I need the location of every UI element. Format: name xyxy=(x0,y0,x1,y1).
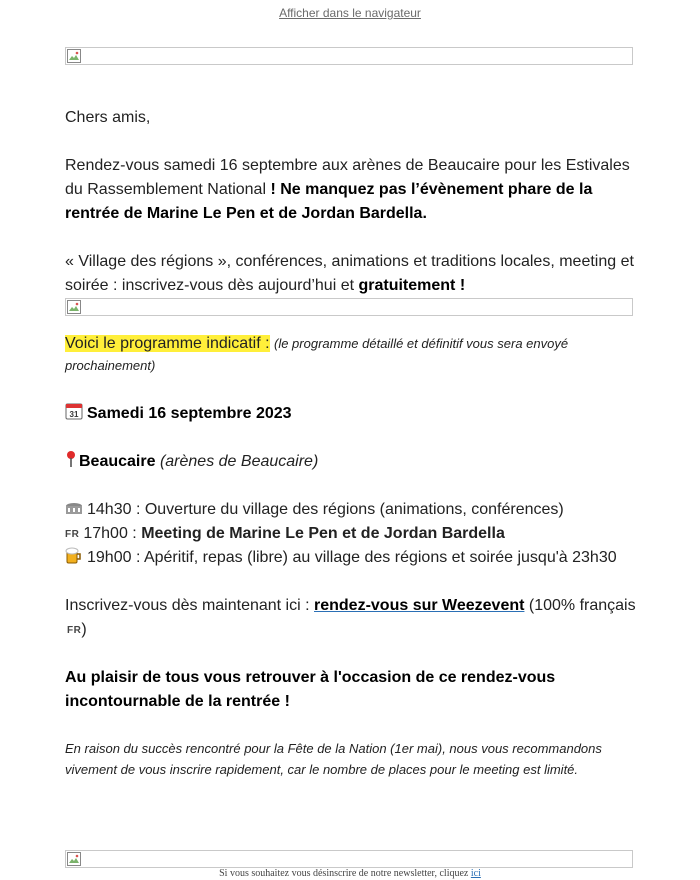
schedule-item-3 xyxy=(65,546,640,570)
programme-note: (le programme détaillé et définitif vous sera envoyé prochainement) xyxy=(65,336,569,373)
schedule-item-2 xyxy=(65,522,640,547)
village-bold: gratuitement xyxy=(358,277,456,294)
fr-flag-icon: FR xyxy=(65,529,80,540)
event-date-label: Samedi 16 septembre 2023 xyxy=(87,405,292,422)
schedule-text-3: : Apéritif, repas (libre) au village des régions et soirée jusqu'à 23h30 xyxy=(131,549,617,566)
schedule-bold-2: Meeting de Marine Le Pen et de Jordan Bardella xyxy=(141,525,505,542)
signup-paragraph xyxy=(65,594,640,643)
village-text: « Village des régions », conférences, animations et traditions locales, meeting et soirée : inscrivez-vous dès aujourd’hui et xyxy=(65,253,634,294)
unsubscribe-link[interactable]: ici xyxy=(470,868,481,879)
schedule-time-2: 17h00 xyxy=(83,525,128,542)
programme-highlight: Voici le programme indicatif : xyxy=(65,335,270,352)
calendar-icon xyxy=(65,402,83,420)
intro-bold: Ne manquez pas l’évènement phare de la rentrée de Marine Le Pen et de Jordan Bardella. xyxy=(65,181,593,222)
broken-image-icon xyxy=(67,852,81,866)
schedule-text-1: : Ouverture du village des régions (animations, conférences) xyxy=(131,501,564,518)
pin-icon xyxy=(65,450,77,468)
view-in-browser-link[interactable]: Afficher dans le navigateur xyxy=(279,6,421,20)
programme-intro xyxy=(65,333,640,377)
footer-image xyxy=(65,850,633,868)
broken-image-icon xyxy=(67,300,81,314)
fr-flag-icon: FR xyxy=(67,625,82,636)
closing-message: Au plaisir de tous vous retrouver à l'occasion de ce rendez-vous incontournable de la rentrée ! xyxy=(65,669,556,710)
village-paragraph xyxy=(65,250,640,298)
beer-icon xyxy=(65,546,83,564)
schedule-time-3: 19h00 xyxy=(87,549,132,566)
event-date xyxy=(65,402,640,426)
schedule-time-1: 14h30 xyxy=(87,501,132,518)
schedule-item-1 xyxy=(65,498,640,522)
stadium-icon xyxy=(65,502,83,516)
signup-close: ) xyxy=(81,621,87,638)
signup-text: Inscrivez-vous dès maintenant ici : xyxy=(65,597,310,614)
village-end: ! xyxy=(459,277,466,294)
banner-image xyxy=(65,47,633,65)
unsubscribe-footer xyxy=(0,868,700,879)
calendar-number: 31 xyxy=(69,410,79,419)
event-location xyxy=(65,450,640,474)
intro-exclamation: ! xyxy=(270,181,276,198)
location-detail: (arènes de Beaucaire) xyxy=(159,453,319,470)
broken-image-icon xyxy=(67,49,81,63)
intro-paragraph xyxy=(65,154,640,226)
unsubscribe-text: Si vous souhaitez vous désinscrire de notre newsletter, cliquez xyxy=(219,868,469,879)
weezevent-link[interactable]: rendez-vous sur Weezevent xyxy=(314,597,525,614)
signup-after: (100% français xyxy=(528,597,636,614)
location-city: Beaucaire xyxy=(79,453,156,470)
intro-text: Rendez-vous samedi 16 septembre aux arènes de Beaucaire pour les Estivales du Rassemblement National xyxy=(65,157,630,198)
programme-image xyxy=(65,298,633,316)
warning-note: En raison du succès rencontré pour la Fête de la Nation (1er mai), nous vous recommandons vivement de vous inscrire rapidement, car le nombre de places pour le meeting est limité. xyxy=(65,741,602,777)
schedule-sep-2: : xyxy=(127,525,142,542)
greeting: Chers amis, xyxy=(65,109,151,126)
